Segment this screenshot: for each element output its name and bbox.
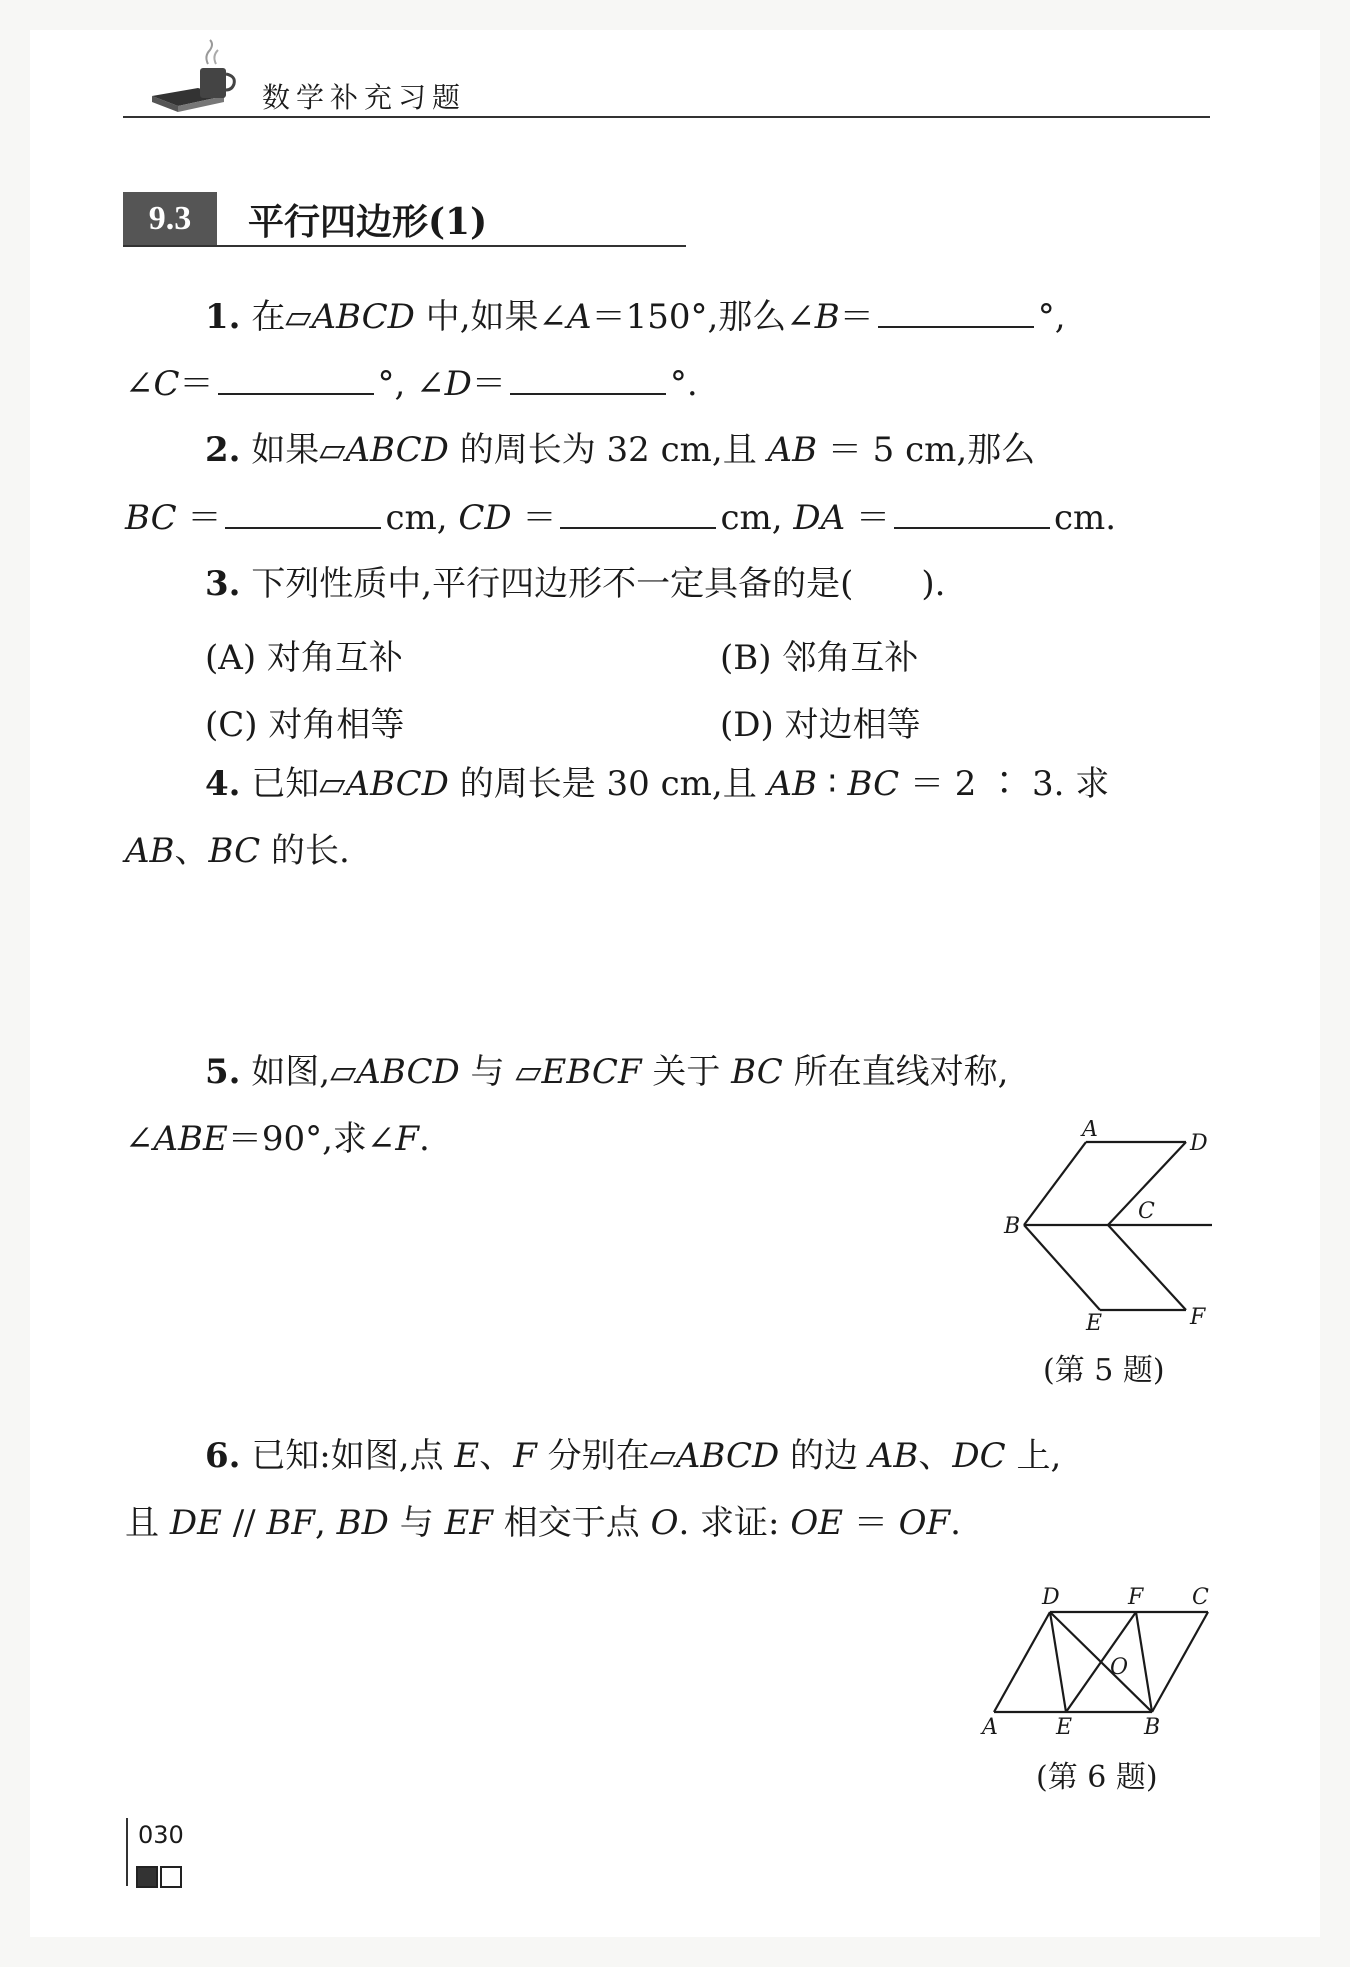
text: 所在直线对称, [782,1052,1009,1092]
text: ABCD [675,1436,780,1476]
text: ＝ [845,498,890,538]
text: ＝150°,那么∠ [591,297,815,337]
problem-1-line-2 [125,361,698,406]
text: 已知▱ [251,764,346,804]
label-f: F [1128,1585,1144,1610]
problem-5-line-1 [205,1050,1008,1094]
text: ＝ [176,498,222,538]
figure-problem-5 [990,1120,1230,1340]
text: 的边 [779,1436,869,1476]
label-b: B [1004,1214,1021,1239]
text: ＝ [471,364,506,404]
text: 且 [125,1503,170,1543]
text: 相交于点 [492,1503,651,1543]
label-a: A [982,1715,998,1740]
choice-b[interactable]: (B) 邻角互补 [720,638,919,678]
text: F [395,1119,420,1159]
text: 已知:如图,点 [251,1436,455,1476]
text: 、 [479,1436,514,1476]
text: C [153,364,180,404]
text: ABCD [345,764,449,804]
label-o: O [1110,1655,1129,1680]
text: ABCD [311,297,415,337]
text: . [419,1119,430,1159]
label-d: D [1042,1585,1060,1610]
label-f: F [1190,1305,1206,1330]
text: 关于 [641,1052,732,1092]
segment-de [1050,1612,1066,1712]
label-b: B [1144,1715,1161,1740]
text: °, ∠ [377,364,445,404]
text: ABCD [356,1052,460,1092]
text: 的长. [260,831,350,871]
text: BC [208,831,261,871]
text: ∶ [817,764,848,804]
segment-be [1024,1225,1100,1310]
filled-square-icon [136,1866,158,1888]
figure-6-caption: (第 6 题) [1036,1760,1158,1795]
problem-4-line-1 [205,762,1109,806]
text: BC [847,764,900,804]
problem-5-number: 5. [205,1052,241,1092]
text: OF [898,1503,951,1543]
figure-5-caption: (第 5 题) [1043,1353,1165,1388]
header-divider [123,116,1210,118]
text: °, [1037,297,1066,337]
text: ABE [153,1119,228,1159]
label-e: E [1056,1715,1073,1740]
figure-problem-6 [980,1580,1220,1740]
text: D [444,364,472,404]
problem-5-line-2 [125,1117,430,1161]
problem-2-number: 2. [205,430,241,470]
text: 如图,▱ [251,1052,357,1092]
text: EF [444,1503,493,1543]
text: DA [793,498,846,538]
text: AB [125,831,175,871]
text: 与 ▱ [459,1052,542,1092]
text: cm. [1054,498,1117,538]
label-e: E [1086,1311,1103,1336]
text: 与 [388,1503,445,1543]
text: ＝ [511,498,557,538]
text: // [221,1503,267,1543]
segment-ab [1024,1142,1086,1225]
text: cm, [385,498,459,538]
text: 上, [1005,1436,1062,1476]
text: DC [952,1436,1006,1476]
answer-blank-angle-d[interactable] [510,361,666,395]
text: °. [669,364,698,404]
text: ＝ [839,297,874,337]
text: ＝90°,求∠ [227,1119,396,1159]
problem-3-number: 3. [205,564,241,604]
problem-4-number: 4. [205,764,241,804]
text: ABCD [345,430,449,470]
text: DE [169,1503,222,1543]
choice-d[interactable]: (D) 对边相等 [720,705,921,745]
text: EBCF [541,1052,642,1092]
text: ＝ [843,1503,899,1543]
text: 的周长是 30 cm,且 [448,764,768,804]
problem-1-line-1 [205,294,1066,339]
problem-4-line-2 [125,829,350,873]
text: OE [790,1503,844,1543]
text: CD [458,498,512,538]
label-c: C [1138,1199,1155,1224]
text: 中,如果∠ [414,297,568,337]
text: ∠ [125,364,154,404]
segment-cb [1152,1612,1208,1712]
text: BC [125,498,177,538]
section-title: 平行四边形(1) [248,201,488,243]
section-number-badge: 9.3 [123,192,217,246]
text: 分别在▱ [536,1436,676,1476]
text: BD [336,1503,389,1543]
choice-c[interactable]: (C) 对角相等 [205,705,405,745]
answer-blank-angle-c[interactable] [218,361,374,395]
label-d: D [1190,1131,1208,1156]
problem-3-stem: 下列性质中,平行四边形不一定具备的是( ). [251,564,946,604]
empty-square-icon [160,1866,182,1888]
text: F [513,1436,537,1476]
text: 、 [174,831,209,871]
text: BC [731,1052,783,1092]
text: A [567,297,592,337]
text: O [650,1503,679,1543]
answer-blank-bc[interactable] [225,495,381,529]
text: AB [767,764,818,804]
answer-blank-da[interactable] [894,495,1050,529]
text: , [315,1503,337,1543]
problem-6-line-2 [125,1501,961,1545]
text: . [950,1503,961,1543]
text: cm, [720,498,794,538]
footer-bar [126,1818,128,1886]
text: 的周长为 32 cm,且 [448,430,768,470]
text: ＝ 5 cm,那么 [817,430,1036,470]
choice-a[interactable]: (A) 对角互补 [205,638,403,678]
segment-cf [1108,1225,1186,1310]
text: . 求证: [678,1503,791,1543]
section-title-underline [123,245,686,247]
text: BF [266,1503,316,1543]
text: 在▱ [251,297,312,337]
label-c: C [1192,1585,1209,1610]
book-and-cup-icon [148,38,238,120]
problem-3-line-1 [205,562,945,606]
header-title: 数学补充习题 [262,81,467,114]
text: E [454,1436,480,1476]
segment-ad [994,1612,1050,1712]
text: B [814,297,840,337]
text: AB [767,430,818,470]
answer-blank-cd[interactable] [560,495,716,529]
text: ＝ [179,364,214,404]
page-number: 030 [138,1821,184,1849]
problem-6-number: 6. [205,1436,241,1476]
segment-fb [1136,1612,1152,1712]
problem-1-number: 1. [205,297,241,337]
problem-6-line-1 [205,1434,1061,1478]
text: AB [868,1436,919,1476]
text: ＝ 2 ∶ 3. 求 [899,764,1110,804]
text: 、 [918,1436,953,1476]
answer-blank-angle-b[interactable] [878,294,1034,328]
text: 如果▱ [251,430,346,470]
problem-2-line-2 [125,495,1116,540]
problem-2-line-1 [205,428,1035,472]
text: ∠ [125,1119,154,1159]
label-a: A [1082,1120,1098,1142]
